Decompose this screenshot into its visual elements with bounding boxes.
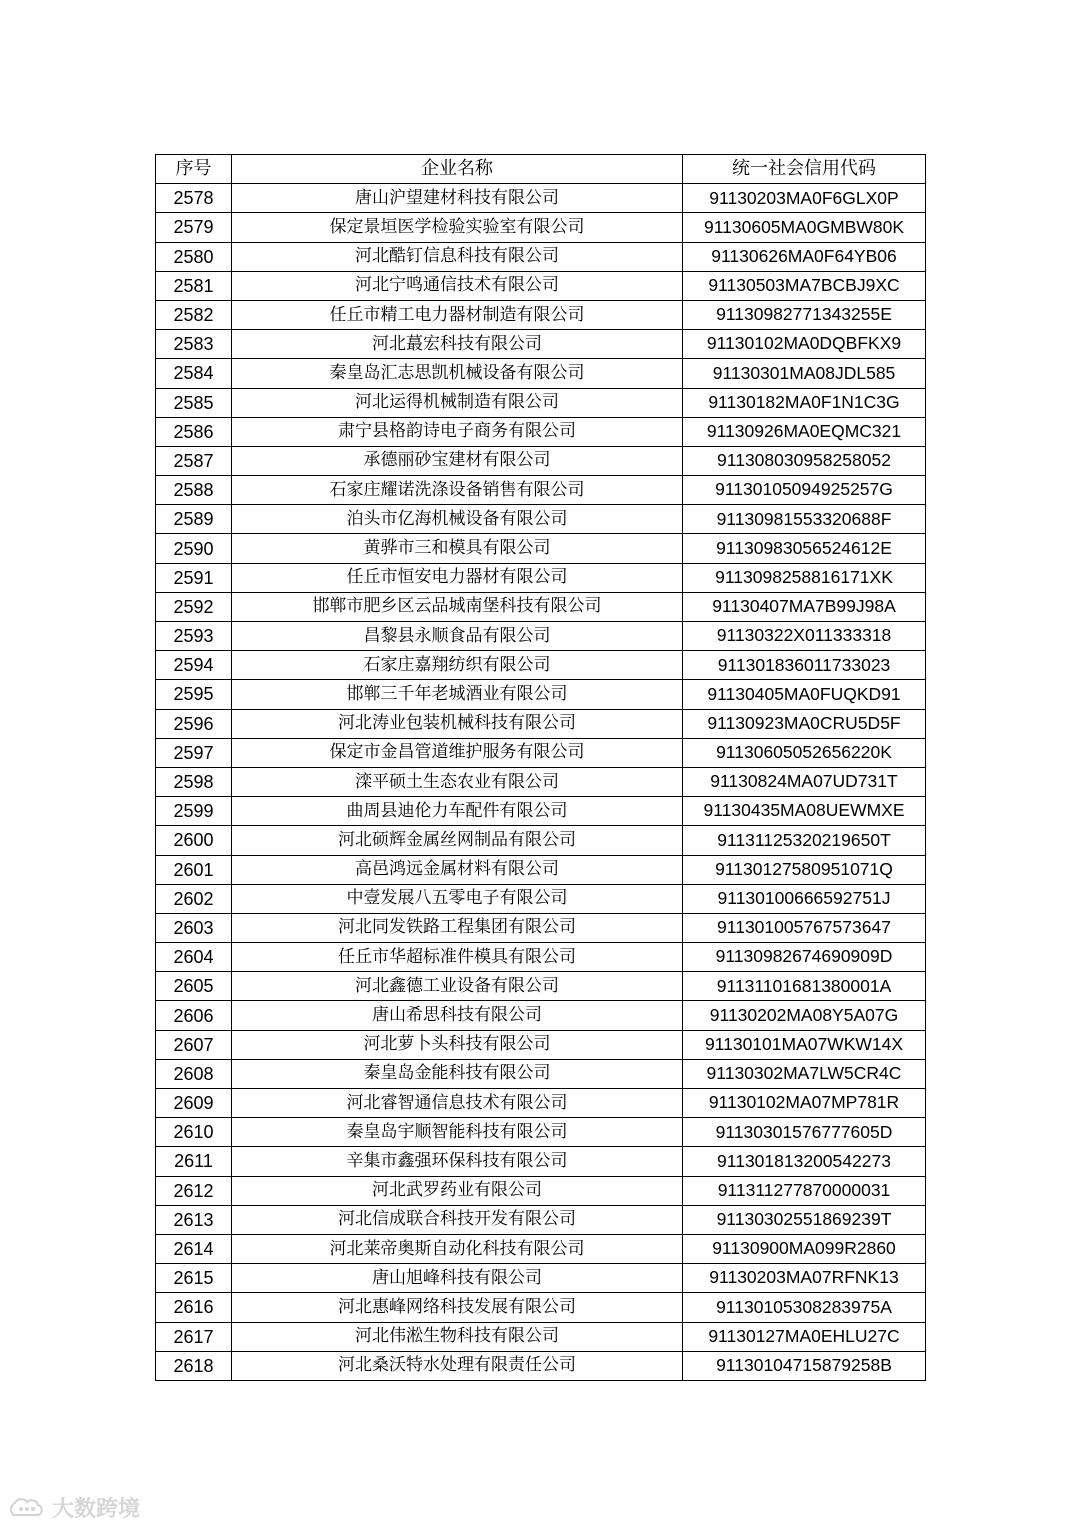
table-row bbox=[156, 709, 926, 738]
cell-company-name: 河北鑫德工业设备有限公司 bbox=[232, 972, 683, 1001]
table-row bbox=[156, 592, 926, 621]
table-row bbox=[156, 1234, 926, 1263]
cell-company-name: 石家庄耀诺洗涤设备销售有限公司 bbox=[232, 476, 683, 505]
watermark-text: 大数跨境 bbox=[52, 1497, 141, 1522]
cell-serial-number: 2592 bbox=[156, 592, 232, 621]
table-row bbox=[156, 738, 926, 767]
cell-serial-number: 2598 bbox=[156, 767, 232, 796]
cell-credit-code: 91130105094925257G bbox=[683, 476, 926, 505]
cell-serial-number: 2587 bbox=[156, 446, 232, 475]
cell-company-name: 辛集市鑫强环保科技有限公司 bbox=[232, 1147, 683, 1176]
table-row bbox=[156, 680, 926, 709]
cell-company-name: 河北硕辉金属丝网制品有限公司 bbox=[232, 826, 683, 855]
table-row bbox=[156, 446, 926, 475]
cell-credit-code: 91130203MA07RFNK13 bbox=[683, 1264, 926, 1293]
enterprise-table bbox=[155, 154, 926, 1381]
cell-serial-number: 2580 bbox=[156, 242, 232, 271]
cell-serial-number: 2613 bbox=[156, 1205, 232, 1234]
table-row bbox=[156, 1147, 926, 1176]
cell-serial-number: 2616 bbox=[156, 1293, 232, 1322]
cell-company-name: 邯郸三千年老城酒业有限公司 bbox=[232, 680, 683, 709]
table-row bbox=[156, 476, 926, 505]
cell-company-name: 昌黎县永顺食品有限公司 bbox=[232, 622, 683, 651]
watermark bbox=[8, 1492, 140, 1523]
cell-credit-code: 91131101681380001A bbox=[683, 972, 926, 1001]
cell-company-name: 承德丽砂宝建材有限公司 bbox=[232, 446, 683, 475]
table-row bbox=[156, 1351, 926, 1380]
enterprise-table-container bbox=[155, 154, 925, 1381]
cell-company-name: 任丘市精工电力器材制造有限公司 bbox=[232, 300, 683, 329]
table-row bbox=[156, 767, 926, 796]
cell-serial-number: 2585 bbox=[156, 388, 232, 417]
table-body bbox=[156, 184, 926, 1381]
table-row bbox=[156, 1264, 926, 1293]
table-row bbox=[156, 913, 926, 942]
cell-company-name: 河北莱帝奥斯自动化科技有限公司 bbox=[232, 1234, 683, 1263]
cell-serial-number: 2582 bbox=[156, 300, 232, 329]
cell-credit-code: 91130982771343255E bbox=[683, 300, 926, 329]
cell-company-name: 河北萝卜头科技有限公司 bbox=[232, 1030, 683, 1059]
cell-credit-code: 91130923MA0CRU5D5F bbox=[683, 709, 926, 738]
cell-serial-number: 2602 bbox=[156, 884, 232, 913]
table-row bbox=[156, 622, 926, 651]
table-row bbox=[156, 855, 926, 884]
table-row bbox=[156, 184, 926, 213]
table-row bbox=[156, 242, 926, 271]
table-row bbox=[156, 943, 926, 972]
cell-company-name: 河北伟淞生物科技有限公司 bbox=[232, 1322, 683, 1351]
cell-serial-number: 2583 bbox=[156, 330, 232, 359]
cell-company-name: 唐山沪望建材科技有限公司 bbox=[232, 184, 683, 213]
cell-serial-number: 2603 bbox=[156, 913, 232, 942]
header-company-name: 企业名称 bbox=[232, 155, 683, 184]
cell-credit-code: 911301836011733023 bbox=[683, 651, 926, 680]
cell-company-name: 唐山希思科技有限公司 bbox=[232, 1001, 683, 1030]
cell-serial-number: 2606 bbox=[156, 1001, 232, 1030]
cell-serial-number: 2588 bbox=[156, 476, 232, 505]
cell-company-name: 秦皇岛宇顺智能科技有限公司 bbox=[232, 1118, 683, 1147]
cell-company-name: 秦皇岛金能科技有限公司 bbox=[232, 1059, 683, 1088]
cell-credit-code: 91130102MA0DQBFKX9 bbox=[683, 330, 926, 359]
cell-credit-code: 91130102MA07MP781R bbox=[683, 1089, 926, 1118]
table-row bbox=[156, 797, 926, 826]
cell-company-name: 滦平硕土生态农业有限公司 bbox=[232, 767, 683, 796]
cell-credit-code: 911301005767573647 bbox=[683, 913, 926, 942]
cell-serial-number: 2596 bbox=[156, 709, 232, 738]
cell-company-name: 唐山旭峰科技有限公司 bbox=[232, 1264, 683, 1293]
table-row bbox=[156, 359, 926, 388]
cell-credit-code: 911308030958258052 bbox=[683, 446, 926, 475]
table-row bbox=[156, 388, 926, 417]
cell-credit-code: 91130182MA0F1N1C3G bbox=[683, 388, 926, 417]
cell-company-name: 河北桑沃特水处理有限责任公司 bbox=[232, 1351, 683, 1380]
cell-credit-code: 91130983056524612E bbox=[683, 534, 926, 563]
cell-credit-code: 91130322X011333318 bbox=[683, 622, 926, 651]
cell-serial-number: 2614 bbox=[156, 1234, 232, 1263]
header-serial-number: 序号 bbox=[156, 155, 232, 184]
cell-credit-code: 91130302MA7LW5CR4C bbox=[683, 1059, 926, 1088]
table-row bbox=[156, 1089, 926, 1118]
cell-serial-number: 2607 bbox=[156, 1030, 232, 1059]
cell-serial-number: 2605 bbox=[156, 972, 232, 1001]
cell-credit-code: 91130127580951071Q bbox=[683, 855, 926, 884]
table-row bbox=[156, 330, 926, 359]
cell-serial-number: 2591 bbox=[156, 563, 232, 592]
cell-company-name: 河北武罗药业有限公司 bbox=[232, 1176, 683, 1205]
cell-serial-number: 2593 bbox=[156, 622, 232, 651]
table-row bbox=[156, 1322, 926, 1351]
cell-credit-code: 911311277870000031 bbox=[683, 1176, 926, 1205]
cell-serial-number: 2618 bbox=[156, 1351, 232, 1380]
cell-company-name: 河北蕞宏科技有限公司 bbox=[232, 330, 683, 359]
cell-serial-number: 2579 bbox=[156, 213, 232, 242]
table-row bbox=[156, 884, 926, 913]
table-row bbox=[156, 213, 926, 242]
cell-serial-number: 2610 bbox=[156, 1118, 232, 1147]
cell-serial-number: 2581 bbox=[156, 271, 232, 300]
cell-credit-code: 91130104715879258B bbox=[683, 1351, 926, 1380]
table-row bbox=[156, 826, 926, 855]
cell-serial-number: 2589 bbox=[156, 505, 232, 534]
cell-company-name: 邯郸市肥乡区云品城南堡科技有限公司 bbox=[232, 592, 683, 621]
cell-company-name: 河北运得机械制造有限公司 bbox=[232, 388, 683, 417]
cell-serial-number: 2615 bbox=[156, 1264, 232, 1293]
table-row bbox=[156, 300, 926, 329]
cell-company-name: 河北同发铁路工程集团有限公司 bbox=[232, 913, 683, 942]
cell-company-name: 中壹发展八五零电子有限公司 bbox=[232, 884, 683, 913]
cell-company-name: 保定景垣医学检验实验室有限公司 bbox=[232, 213, 683, 242]
cell-company-name: 任丘市华超标准件模具有限公司 bbox=[232, 943, 683, 972]
table-row bbox=[156, 271, 926, 300]
cell-serial-number: 2597 bbox=[156, 738, 232, 767]
table-row bbox=[156, 1205, 926, 1234]
cell-credit-code: 91130101MA07WKW14X bbox=[683, 1030, 926, 1059]
cell-credit-code: 91130626MA0F64YB06 bbox=[683, 242, 926, 271]
cell-company-name: 高邑鸿远金属材料有限公司 bbox=[232, 855, 683, 884]
cell-company-name: 河北睿智通信息技术有限公司 bbox=[232, 1089, 683, 1118]
cell-company-name: 保定市金昌管道维护服务有限公司 bbox=[232, 738, 683, 767]
table-row bbox=[156, 972, 926, 1001]
cell-serial-number: 2609 bbox=[156, 1089, 232, 1118]
cell-serial-number: 2590 bbox=[156, 534, 232, 563]
cell-credit-code: 91130302551869239T bbox=[683, 1205, 926, 1234]
cell-serial-number: 2600 bbox=[156, 826, 232, 855]
table-row bbox=[156, 563, 926, 592]
cell-credit-code: 91130407MA7B99J98A bbox=[683, 592, 926, 621]
cell-company-name: 黄骅市三和模具有限公司 bbox=[232, 534, 683, 563]
cell-serial-number: 2604 bbox=[156, 943, 232, 972]
cell-serial-number: 2608 bbox=[156, 1059, 232, 1088]
cell-company-name: 石家庄嘉翔纺织有限公司 bbox=[232, 651, 683, 680]
table-row bbox=[156, 1059, 926, 1088]
table-row bbox=[156, 1001, 926, 1030]
cell-credit-code: 91130981553320688F bbox=[683, 505, 926, 534]
cell-credit-code: 91130105308283975A bbox=[683, 1293, 926, 1322]
cell-credit-code: 91130605052656220K bbox=[683, 738, 926, 767]
table-row bbox=[156, 505, 926, 534]
cell-serial-number: 2617 bbox=[156, 1322, 232, 1351]
cell-serial-number: 2601 bbox=[156, 855, 232, 884]
cell-serial-number: 2584 bbox=[156, 359, 232, 388]
cell-credit-code: 91130301MA08JDL585 bbox=[683, 359, 926, 388]
table-row bbox=[156, 1118, 926, 1147]
chat-bubble-logo-icon bbox=[8, 1495, 46, 1521]
cell-serial-number: 2599 bbox=[156, 797, 232, 826]
cell-company-name: 秦皇岛汇志思凯机械设备有限公司 bbox=[232, 359, 683, 388]
cell-serial-number: 2578 bbox=[156, 184, 232, 213]
cell-credit-code: 91130435MA08UEWMXE bbox=[683, 797, 926, 826]
cell-serial-number: 2595 bbox=[156, 680, 232, 709]
cell-credit-code: 91130203MA0F6GLX0P bbox=[683, 184, 926, 213]
cell-serial-number: 2594 bbox=[156, 651, 232, 680]
cell-credit-code: 91130926MA0EQMC321 bbox=[683, 417, 926, 446]
cell-credit-code: 9113098258816171XK bbox=[683, 563, 926, 592]
cell-credit-code: 91130824MA07UD731T bbox=[683, 767, 926, 796]
cell-credit-code: 91130605MA0GMBW80K bbox=[683, 213, 926, 242]
header-credit-code: 统一社会信用代码 bbox=[683, 155, 926, 184]
cell-credit-code: 91130202MA08Y5A07G bbox=[683, 1001, 926, 1030]
cell-company-name: 曲周县迪伦力车配件有限公司 bbox=[232, 797, 683, 826]
cell-serial-number: 2612 bbox=[156, 1176, 232, 1205]
table-row bbox=[156, 417, 926, 446]
cell-company-name: 河北信成联合科技开发有限公司 bbox=[232, 1205, 683, 1234]
cell-credit-code: 91130900MA099R2860 bbox=[683, 1234, 926, 1263]
cell-company-name: 河北酷钉信息科技有限公司 bbox=[232, 242, 683, 271]
cell-company-name: 河北宁鸣通信技术有限公司 bbox=[232, 271, 683, 300]
cell-credit-code: 91130127MA0EHLU27C bbox=[683, 1322, 926, 1351]
cell-credit-code: 91130982674690909D bbox=[683, 943, 926, 972]
cell-credit-code: 91131125320219650T bbox=[683, 826, 926, 855]
cell-company-name: 河北惠峰网络科技发展有限公司 bbox=[232, 1293, 683, 1322]
cell-credit-code: 91130301576777605D bbox=[683, 1118, 926, 1147]
table-header-row bbox=[156, 155, 926, 184]
table-row bbox=[156, 1293, 926, 1322]
table-row bbox=[156, 1030, 926, 1059]
cell-company-name: 肃宁县格韵诗电子商务有限公司 bbox=[232, 417, 683, 446]
table-row bbox=[156, 1176, 926, 1205]
cell-company-name: 河北涛业包装机械科技有限公司 bbox=[232, 709, 683, 738]
table-row bbox=[156, 534, 926, 563]
cell-company-name: 泊头市亿海机械设备有限公司 bbox=[232, 505, 683, 534]
cell-company-name: 任丘市恒安电力器材有限公司 bbox=[232, 563, 683, 592]
cell-credit-code: 91130405MA0FUQKD91 bbox=[683, 680, 926, 709]
cell-credit-code: 91130503MA7BCBJ9XC bbox=[683, 271, 926, 300]
cell-credit-code: 91130100666592751J bbox=[683, 884, 926, 913]
cell-credit-code: 911301813200542273 bbox=[683, 1147, 926, 1176]
table-row bbox=[156, 651, 926, 680]
cell-serial-number: 2586 bbox=[156, 417, 232, 446]
cell-serial-number: 2611 bbox=[156, 1147, 232, 1176]
